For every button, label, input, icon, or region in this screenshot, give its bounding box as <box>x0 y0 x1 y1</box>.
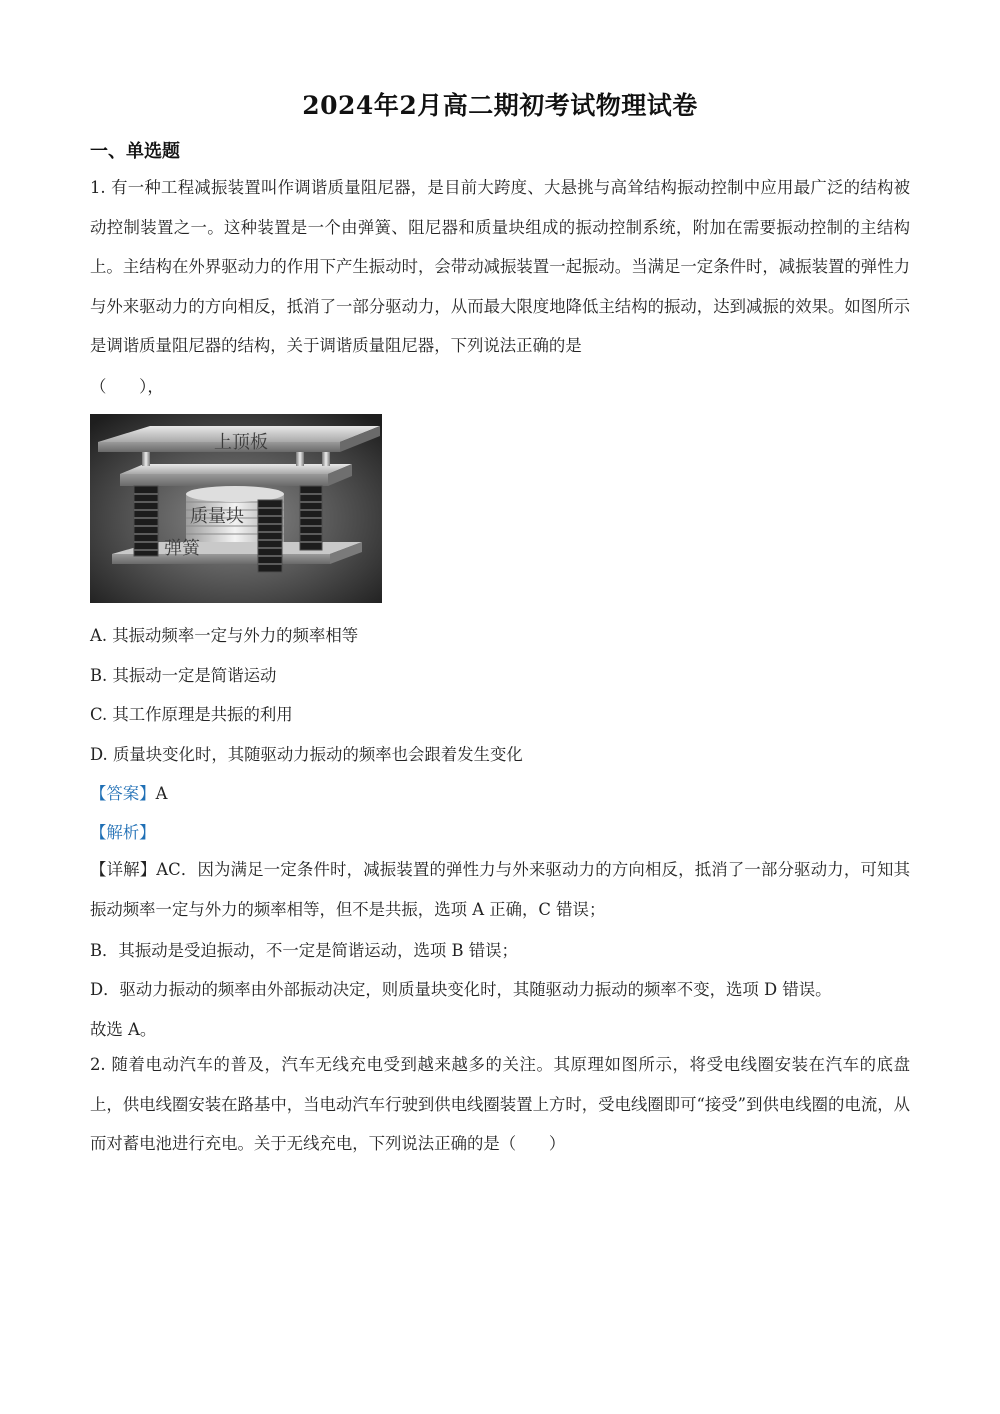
exam-title: 2024年2月高二期初考试物理试卷 <box>302 91 698 120</box>
analysis-tag: 【解析】 <box>90 823 156 842</box>
answer-value: A <box>155 784 168 803</box>
option-b: B. 其振动一定是简谐运动 <box>90 666 277 685</box>
answer-line <box>90 780 167 804</box>
label-top-plate: 上顶板 <box>214 432 268 453</box>
option-a: A. 其振动频率一定与外力的频率相等 <box>90 626 359 645</box>
option-d: D. 质量块变化时，其随驱动力振动的频率也会跟着发生变化 <box>90 745 523 764</box>
detail-b: B．其振动是受迫振动，不一定是简谐运动，选项 B 错误； <box>90 941 518 960</box>
detail-d: D．驱动力振动的频率由外部振动决定，则质量块变化时，其随驱动力振动的频率不变，选项 D 错误。 <box>90 980 832 999</box>
question-1-stem: 1. 有一种工程减振装置叫作调谐质量阻尼器，是目前大跨度、大悬挑与高耸结构振动控制中应用最广泛的结构被动控制装置之一。这种装置是一个由弹簧、阻尼器和质量块组成的振动控制系统，附加在需要振动控制的主结构上。主结构在外界驱动力的作用下产生振动时，会带动减振装置一起振动。当满足一定条件时，减振装置的弹性力与外来驱动力的方向相反，抵消了一部分驱动力，从而最大限度地降低主结构的振动，达到减振的效果。如图所示是调谐质量阻尼器的结构，关于调谐质量阻尼器，下列说法正确的是 <box>90 178 910 355</box>
answer-tag: 【答案】 <box>90 784 156 803</box>
question-1-blank: （ ）， <box>90 377 164 396</box>
question-2-stem: 2. 随着电动汽车的普及，汽车无线充电受到越来越多的关注。其原理如图所示，将受电线圈安装在汽车的底盘上，供电线圈安装在路基中，当电动汽车行驶到供电线圈装置上方时，受电线圈即可“接受”到供电线圈的电流，从而对蓄电池进行充电。关于无线充电，下列说法正确的是（ ） <box>90 1055 910 1153</box>
conclusion: 故选 A。 <box>90 1020 157 1039</box>
label-mass-block: 质量块 <box>190 506 244 527</box>
option-c: C. 其工作原理是共振的利用 <box>90 705 293 724</box>
section-heading: 一、单选题 <box>90 141 180 162</box>
label-spring: 弹簧 <box>164 538 200 559</box>
detail-ac: 【详解】AC．因为满足一定条件时，减振装置的弹性力与外来驱动力的方向相反，抵消了一部分驱动力，可知其振动频率一定与外力的频率相等，但不是共振，选项 A 正确，C 错误； <box>90 860 910 919</box>
tuned-mass-damper-figure <box>90 414 382 603</box>
